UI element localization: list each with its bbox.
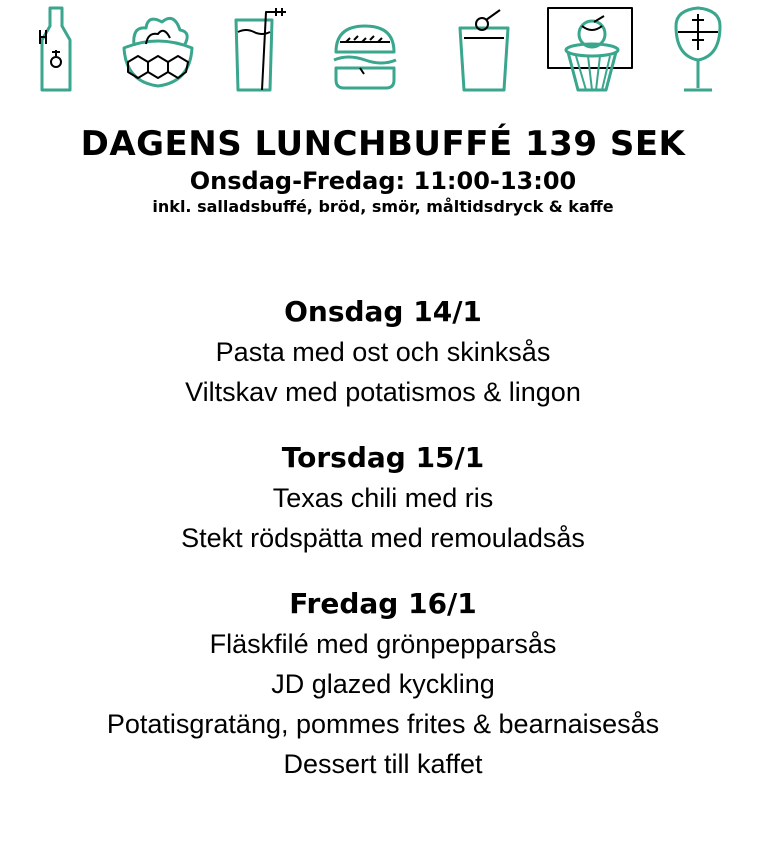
included-items: inkl. salladsbuffé, bröd, smör, måltidsdryck & kaffe (152, 197, 614, 216)
drink-straw-icon (232, 4, 292, 94)
wine-glass-icon (670, 4, 726, 94)
burger-icon (330, 4, 400, 94)
dish-item: Texas chili med ris (272, 483, 494, 513)
cocktail-glass-icon (456, 4, 516, 94)
dish-item: Dessert till kaffet (283, 749, 483, 779)
icon-row (0, 0, 766, 100)
dish-item: Viltskav med potatismos & lingon (185, 377, 581, 407)
dish-item: Stekt rödspätta med remouladsås (181, 523, 585, 553)
salad-bowl-icon (118, 4, 198, 94)
day-title: Onsdag 14/1 (284, 295, 482, 328)
day-thursday (0, 438, 766, 558)
weekly-menu (0, 292, 766, 810)
bottle-icon (36, 4, 76, 94)
dish-item: Potatisgratäng, pommes frites & bearnaisesås (106, 709, 660, 739)
day-friday (0, 584, 766, 784)
basketball-hoop-icon (546, 4, 636, 94)
day-wednesday (0, 292, 766, 412)
day-title: Torsdag 15/1 (281, 441, 485, 474)
day-title: Fredag 16/1 (289, 587, 477, 620)
opening-hours: Onsdag-Fredag: 11:00-13:00 (189, 167, 577, 195)
dish-item: Fläskfilé med grönpepparsås (209, 629, 557, 659)
buffet-title: DAGENS LUNCHBUFFÉ 139 SEK (80, 124, 686, 164)
menu-header (0, 122, 766, 218)
dish-item: JD glazed kyckling (271, 669, 495, 699)
dish-item: Pasta med ost och skinksås (215, 337, 551, 367)
